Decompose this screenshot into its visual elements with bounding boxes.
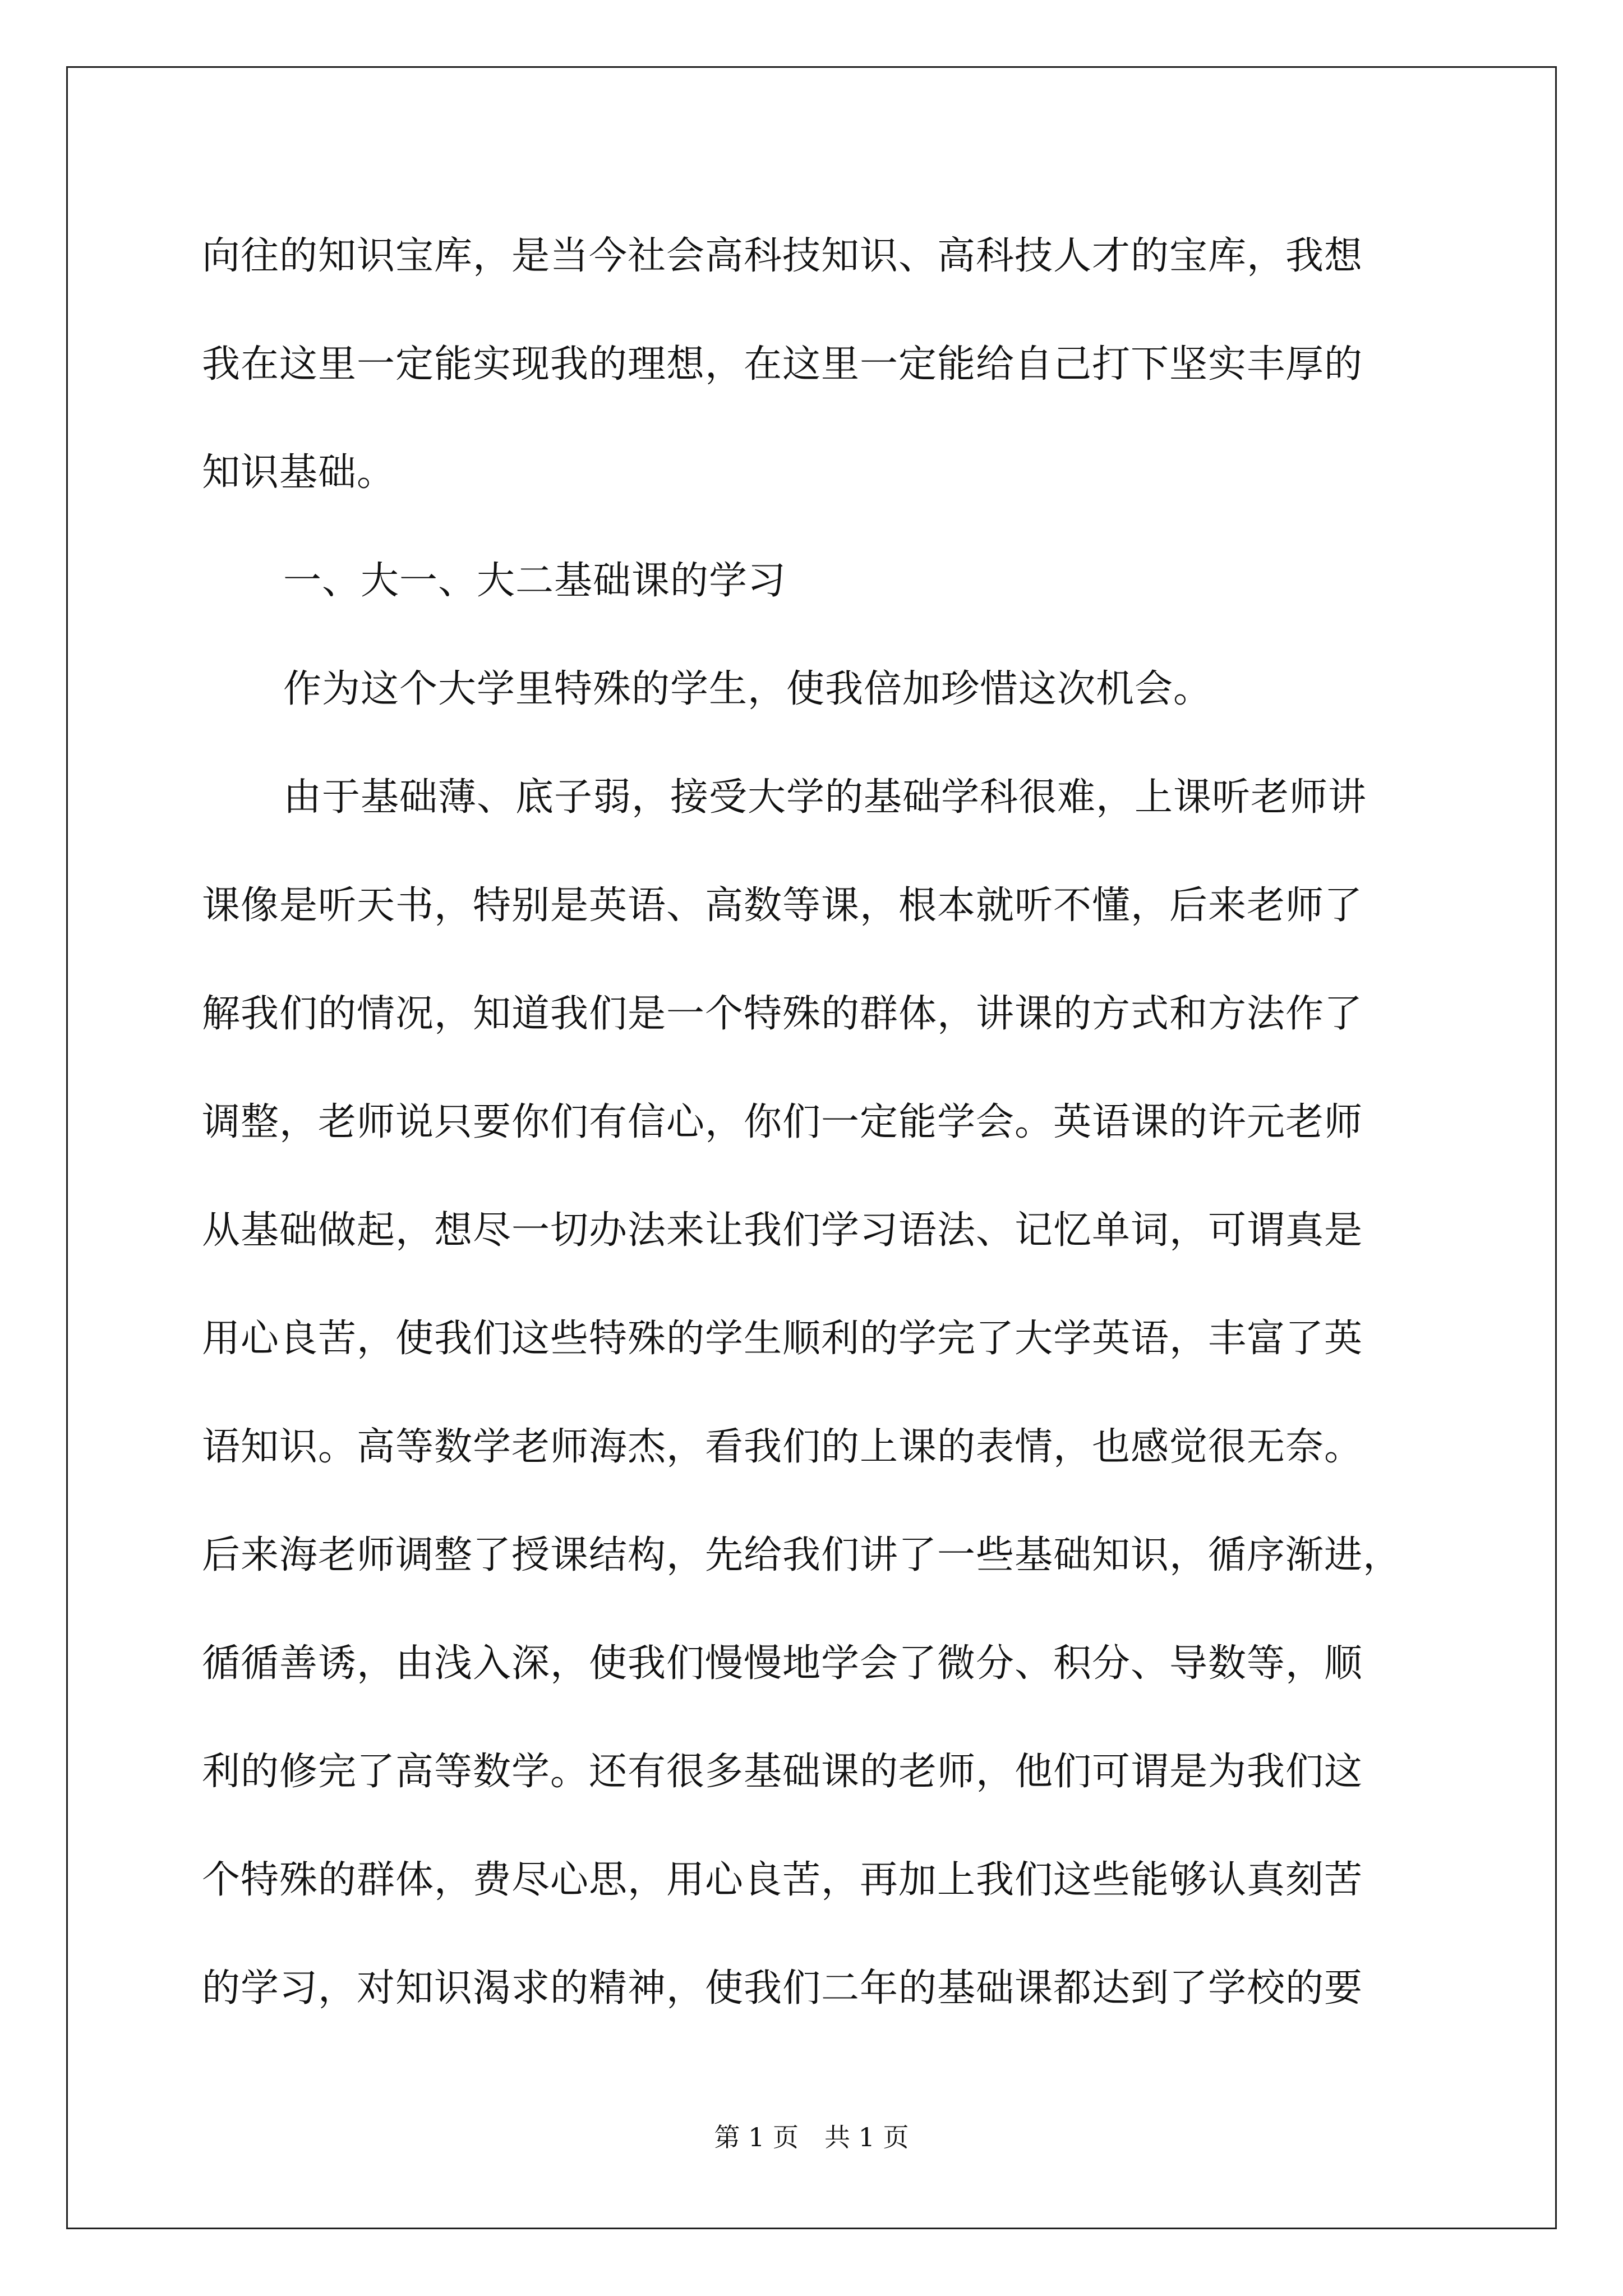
page-number: 第 1 页 共 1 页 xyxy=(714,2122,909,2152)
text-line: 利的修完了高等数学。还有很多基础课的老师，他们可谓是为我们这 xyxy=(202,1750,1363,1794)
text-line: 向往的知识宝库，是当今社会高科技知识、高科技人才的宝库，我想 xyxy=(202,234,1363,278)
section-heading: 一、大一、大二基础课的学习 xyxy=(283,559,787,603)
text-line: 从基础做起，想尽一切办法来让我们学习语法、记忆单词，可谓真是 xyxy=(202,1208,1363,1253)
text-line: 后来海老师调整了授课结构，先给我们讲了一些基础知识，循序渐进， xyxy=(202,1533,1402,1577)
text-line: 循循善诱，由浅入深，使我们慢慢地学会了微分、积分、导数等，顺 xyxy=(202,1641,1363,1686)
text-line: 个特殊的群体，费尽心思，用心良苦，再加上我们这些能够认真刻苦 xyxy=(202,1858,1363,1902)
text-line: 调整，老师说只要你们有信心，你们一定能学会。英语课的许元老师 xyxy=(202,1100,1363,1144)
document-body xyxy=(202,202,1464,2042)
text-line: 用心良苦，使我们这些特殊的学生顺利的学完了大学英语，丰富了英 xyxy=(202,1317,1363,1361)
text-line: 的学习，对知识渴求的精神，使我们二年的基础课都达到了学校的要 xyxy=(202,1966,1363,2010)
text-line: 由于基础薄、底子弱，接受大学的基础学科很难，上课听老师讲 xyxy=(283,775,1367,820)
text-line: 我在这里一定能实现我的理想，在这里一定能给自己打下坚实丰厚的 xyxy=(202,342,1363,386)
text-line: 课像是听天书，特别是英语、高数等课，根本就听不懂，后来老师了 xyxy=(202,884,1363,928)
text-line: 知识基础。 xyxy=(202,450,396,495)
text-line: 作为这个大学里特殊的学生，使我倍加珍惜这次机会。 xyxy=(283,667,1212,711)
text-line: 语知识。高等数学老师海杰，看我们的上课的表情，也感觉很无奈。 xyxy=(202,1425,1363,1469)
text-line: 解我们的情况，知道我们是一个特殊的群体，讲课的方式和方法作了 xyxy=(202,992,1363,1036)
